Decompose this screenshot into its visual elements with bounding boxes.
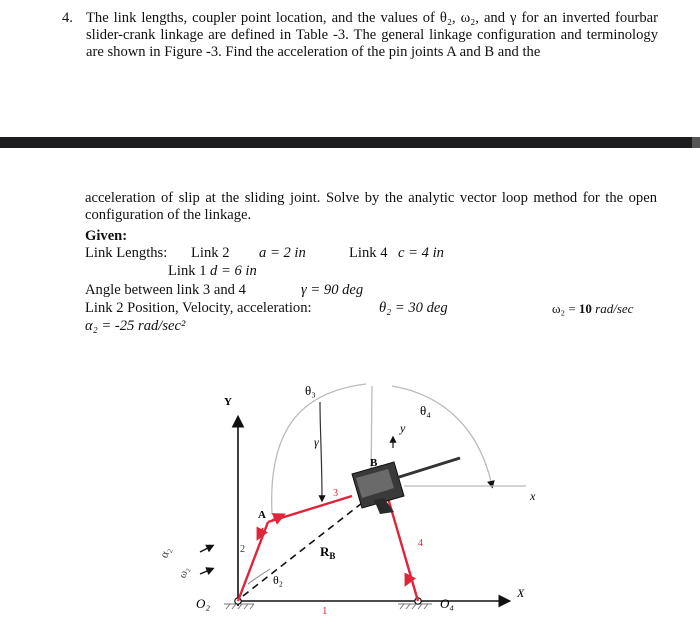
omega2-label: ω₂ bbox=[176, 565, 192, 580]
link2-label: 2 bbox=[240, 544, 245, 555]
alpha2-unit: rad/sec² bbox=[138, 318, 186, 334]
rb-main: R bbox=[320, 544, 330, 559]
axis-y-big-label: Y bbox=[224, 396, 232, 408]
link1-label: Link 1 bbox=[168, 263, 207, 279]
slider-block bbox=[352, 462, 404, 514]
rb-label bbox=[320, 544, 335, 561]
theta3-arc bbox=[272, 384, 366, 514]
omega2-unit: rad/sec bbox=[595, 301, 634, 316]
link4-arrow bbox=[406, 576, 410, 584]
o4-label: O₄ bbox=[440, 596, 454, 611]
point-a-label: A bbox=[258, 509, 266, 521]
link4-value: c = 4 in bbox=[398, 245, 444, 261]
alpha2-arrow bbox=[200, 546, 212, 552]
link4-label: 4 bbox=[418, 538, 423, 549]
theta2-value: θ₂ = 30 deg bbox=[379, 300, 448, 316]
omega2-arrow bbox=[200, 569, 212, 574]
link3-label: 3 bbox=[333, 488, 338, 499]
link4-label: Link 4 bbox=[349, 245, 388, 261]
gamma-arrow bbox=[320, 402, 322, 500]
point-b-label: B bbox=[370, 457, 378, 469]
rb-sub: B bbox=[329, 551, 336, 561]
theta2-label: θ₂ bbox=[273, 573, 283, 587]
axis-x-big-label: X bbox=[517, 586, 525, 600]
omega2-symbol: ω₂ = bbox=[552, 301, 576, 316]
theta4-arc bbox=[392, 386, 492, 486]
position-label: Link 2 Position, Velocity, acceleration: bbox=[85, 300, 312, 316]
problem-intro-text: The link lengths, coupler point location, and the values of θ₂, ω₂, and γ for an inverted fourbar slider-crank linkage are defined in Table -3. The general linkage configuration and terminology are shown in Figure -3. Find the acceleration of the pin joints A and B and the bbox=[86, 10, 658, 60]
link-lengths-label: Link Lengths: bbox=[85, 245, 168, 261]
problem-number: 4. bbox=[62, 10, 73, 26]
alpha2-label: α₂ bbox=[156, 545, 174, 560]
link4 bbox=[388, 498, 418, 601]
given-heading: Given: bbox=[85, 228, 128, 244]
o2-label: O₂ bbox=[196, 596, 210, 611]
angle-label: Angle between link 3 and 4 bbox=[85, 282, 246, 298]
angle-value: γ = 90 deg bbox=[301, 282, 364, 298]
link2-value: a = 2 in bbox=[259, 245, 306, 261]
theta4-label: θ₄ bbox=[420, 403, 431, 418]
gamma-label: γ bbox=[314, 435, 319, 449]
omega2-value: 10 bbox=[578, 301, 592, 316]
theta3-label: θ₃ bbox=[305, 383, 316, 398]
slider-rod bbox=[396, 458, 460, 478]
alpha2-value: -25 bbox=[114, 318, 135, 334]
ground-hatch-o2 bbox=[224, 604, 254, 609]
problem-continuation: acceleration of slip at the sliding joint. Solve by the analytic vector loop method for the open configuration of the linkage. bbox=[85, 190, 657, 223]
axis-y-small-label: y bbox=[400, 421, 406, 435]
axis-x-small-label: x bbox=[530, 489, 536, 503]
link1-label: 1 bbox=[322, 605, 328, 617]
alpha2-symbol: α₂ = bbox=[85, 318, 112, 334]
ground-hatch-o4 bbox=[398, 604, 432, 609]
link2-label: Link 2 bbox=[191, 245, 230, 261]
link3 bbox=[268, 496, 352, 522]
link1-value: d = 6 in bbox=[210, 263, 257, 279]
